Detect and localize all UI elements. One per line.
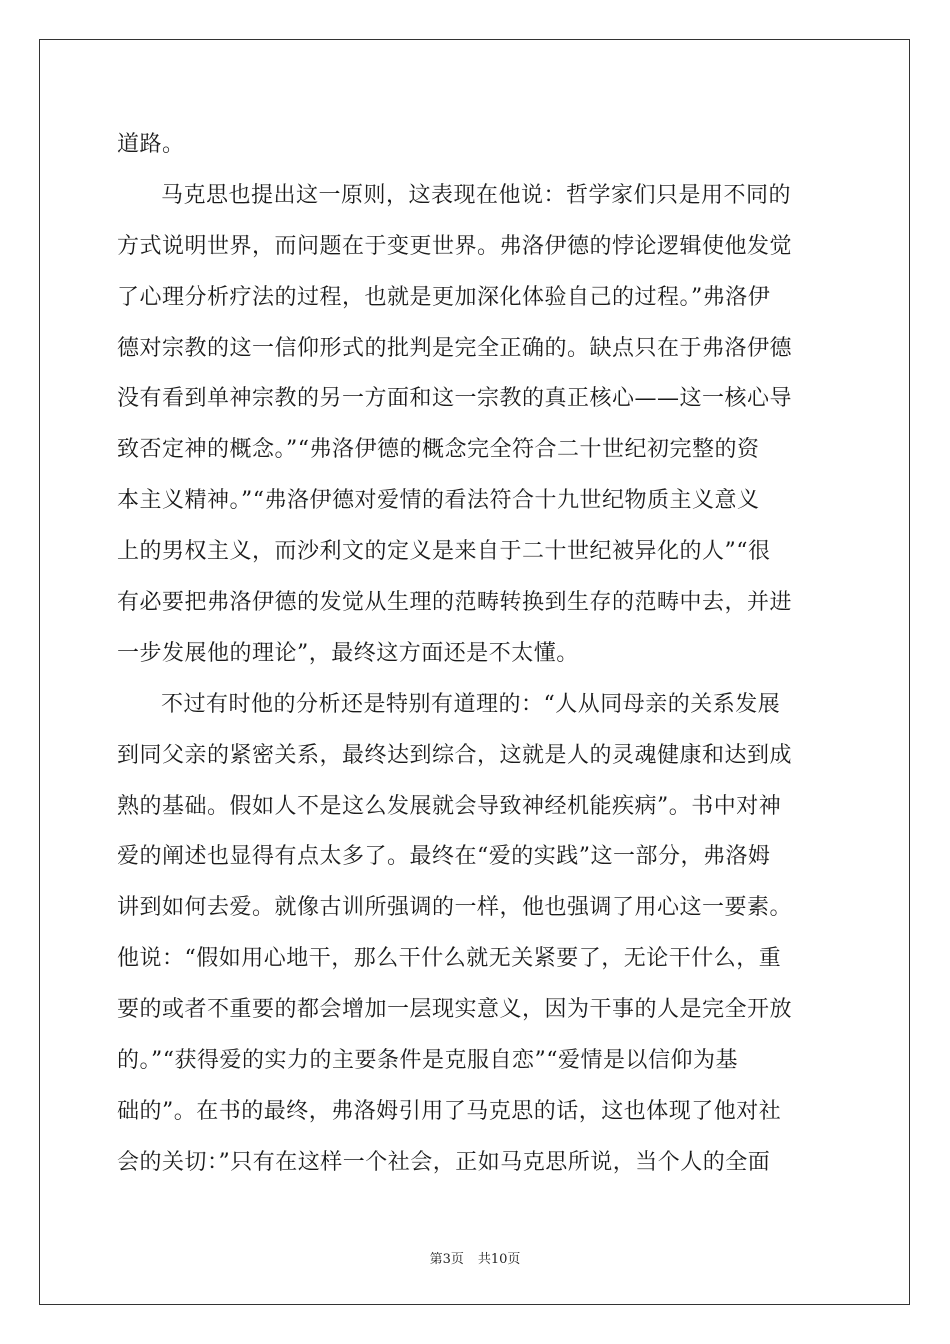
text-line: 德对宗教的这一信仰形式的批判是完全正确的。缺点只在于弗洛伊德 [117, 335, 793, 361]
text-line: 他说：“假如用心地干，那么干什么就无关紧要了，无论干什么，重 [117, 946, 782, 972]
text-line: 不过有时他的分析还是特别有道理的：“人从同母亲的关系发展 [161, 691, 781, 717]
text-line: 了心理分析疗法的过程，也就是更加深化体验自己的过程。”弗洛伊 [117, 284, 771, 310]
text-line: 方式说明世界，而问题在于变更世界。弗洛伊德的悖论逻辑使他发觉 [117, 233, 793, 259]
page-total: 共10页 [477, 1252, 521, 1267]
text-line: 讲到如何去爱。就像古训所强调的一样，他也强调了用心这一要素。 [117, 895, 793, 921]
text-line: 熟的基础。假如人不是这么发展就会导致神经机能疾病”。书中对神 [117, 793, 782, 819]
text-line: 本主义精神。”“弗洛伊德对爱情的看法符合十九世纪物质主义意义 [117, 488, 760, 514]
text-line: 致否定神的概念。”“弗洛伊德的概念完全符合二十世纪初完整的资 [117, 437, 760, 463]
text-line: 爱的阐述也显得有点太多了。最终在“爱的实践”这一部分，弗洛姆 [117, 844, 771, 870]
document-body [117, 120, 833, 1189]
text-line: 一步发展他的理论”，最终这方面还是不太懂。 [117, 640, 579, 666]
text-line: 道路。 [117, 132, 185, 157]
text-line: 到同父亲的紧密关系，最终达到综合，这就是人的灵魂健康和达到成 [117, 742, 793, 768]
text-line: 有必要把弗洛伊德的发觉从生理的范畴转换到生存的范畴中去，并进 [117, 590, 793, 616]
text-line: 没有看到单神宗教的另一方面和这一宗教的真正核心——这一核心导 [117, 386, 793, 412]
text-line: 会的关切：”只有在这样一个社会，正如马克思所说，当个人的全面 [117, 1149, 771, 1175]
page-number: 第3页 [429, 1252, 464, 1267]
text-line: 马克思也提出这一原则，这表现在他说：哲学家们只是用不同的 [161, 182, 792, 208]
text-line: 的。”“获得爱的实力的主要条件是克服自恋”“爱情是以信仰为基 [117, 1048, 738, 1074]
text-line: 础的”。在书的最终，弗洛姆引用了马克思的话，这也体现了他对社 [117, 1098, 782, 1124]
text-line: 上的男权主义，而沙利文的定义是来自于二十世纪被异化的人”“很 [117, 539, 771, 565]
text-line: 要的或者不重要的都会增加一层现实意义，因为干事的人是完全开放 [117, 997, 793, 1023]
page-footer [0, 1248, 950, 1267]
